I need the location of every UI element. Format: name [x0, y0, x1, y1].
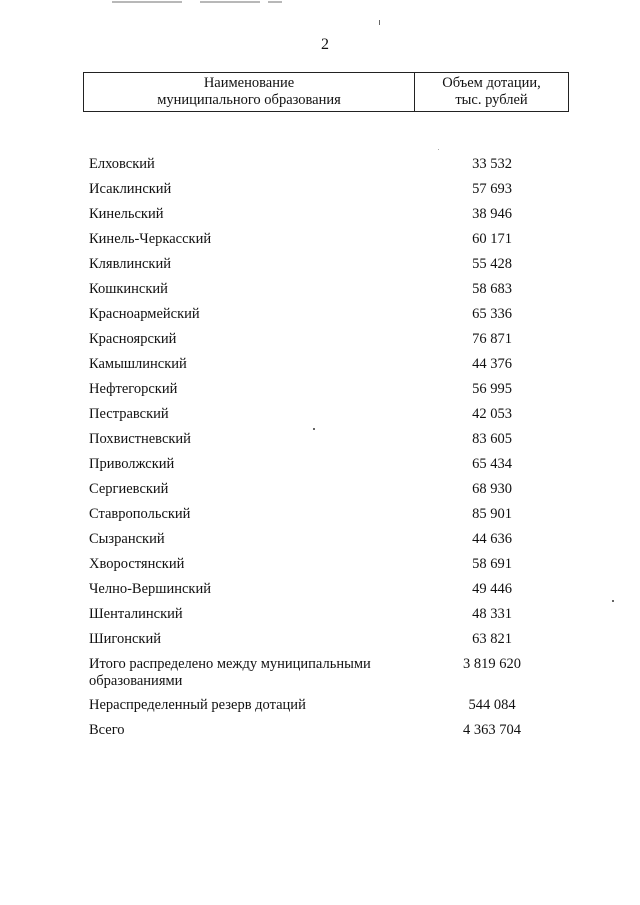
- table-row: [83, 256, 569, 273]
- table-row: [83, 697, 569, 714]
- municipality-name: Красноармейский: [89, 306, 200, 322]
- municipality-name: Клявлинский: [89, 256, 171, 272]
- subsidy-amount: 4 363 704: [463, 722, 521, 738]
- table-row: [83, 722, 569, 739]
- table-row: [83, 181, 569, 198]
- table-header: [83, 72, 569, 112]
- subsidy-amount: 48 331: [472, 606, 512, 622]
- subsidy-amount: 65 336: [472, 306, 512, 322]
- municipality-name: Пестравский: [89, 406, 169, 422]
- municipality-name: Сызранский: [89, 531, 165, 547]
- municipality-name: Красноярский: [89, 331, 177, 347]
- table-row: [83, 531, 569, 548]
- municipality-name: Нефтегорский: [89, 381, 178, 397]
- municipality-name: Приволжский: [89, 456, 175, 472]
- municipality-name: Сергиевский: [89, 481, 169, 497]
- subsidy-amount: 68 930: [472, 481, 512, 497]
- subsidy-amount: 76 871: [472, 331, 512, 347]
- municipality-name: Челно-Вершинский: [89, 581, 211, 597]
- subsidy-amount: 38 946: [472, 206, 512, 222]
- municipality-name: Нераспределенный резерв дотаций: [89, 697, 306, 713]
- municipality-name: Елховский: [89, 156, 155, 172]
- subsidy-amount: 56 995: [472, 381, 512, 397]
- municipality-name: Кинель-Черкасский: [89, 231, 212, 247]
- scan-dash: [112, 1, 182, 3]
- subsidy-amount: 44 376: [472, 356, 512, 372]
- subsidy-amount: 83 605: [472, 431, 512, 447]
- table-row: [83, 431, 569, 448]
- municipality-name: Всего: [89, 722, 125, 738]
- scan-dash: [200, 1, 260, 3]
- table-row: [83, 231, 569, 248]
- subsidy-amount: 49 446: [472, 581, 512, 597]
- subsidy-amount: 65 434: [472, 456, 512, 472]
- municipality-name: Камышлинский: [89, 356, 187, 372]
- municipality-name: Шенталинский: [89, 606, 183, 622]
- table-row: [83, 506, 569, 523]
- table-row: [83, 456, 569, 473]
- scan-speck: [438, 149, 439, 150]
- municipality-name: Похвистневский: [89, 431, 191, 447]
- subsidy-amount: 85 901: [472, 506, 512, 522]
- page-number: 2: [321, 36, 329, 53]
- header-name-column: Наименование муниципального образования: [84, 73, 415, 111]
- municipality-name: Ставропольский: [89, 506, 191, 522]
- subsidy-amount: 57 693: [472, 181, 512, 197]
- header-value-column: Объем дотации, тыс. рублей: [442, 75, 541, 108]
- subsidy-amount: 58 683: [472, 281, 512, 297]
- table-row: [83, 406, 569, 423]
- table-row: [83, 331, 569, 348]
- subsidy-table: [83, 72, 569, 738]
- table-row: [83, 656, 569, 690]
- table-row: [83, 581, 569, 598]
- table-row: [83, 481, 569, 498]
- table-row: [83, 606, 569, 623]
- subsidy-amount: 58 691: [472, 556, 512, 572]
- municipality-name: Шигонский: [89, 631, 161, 647]
- table-row: [83, 281, 569, 298]
- subsidy-amount: 60 171: [472, 231, 512, 247]
- municipality-name: Кошкинский: [89, 281, 168, 297]
- subsidy-amount: 55 428: [472, 256, 512, 272]
- municipality-name: Кинельский: [89, 206, 164, 222]
- table-row: [83, 206, 569, 223]
- subsidy-amount: 544 084: [468, 697, 516, 713]
- scan-artifact-top: [0, 0, 640, 6]
- table-row: [83, 306, 569, 323]
- municipality-name: Хворостянский: [89, 556, 185, 572]
- scan-speck: [612, 600, 614, 602]
- subsidy-amount: 3 819 620: [463, 656, 521, 672]
- table-row: [83, 631, 569, 648]
- table-row: [83, 356, 569, 373]
- scan-speck: [313, 428, 315, 430]
- subsidy-amount: 42 053: [472, 406, 512, 422]
- table-row: [83, 381, 569, 398]
- municipality-name: Исаклинский: [89, 181, 172, 197]
- subsidy-amount: 33 532: [472, 156, 512, 172]
- table-row: [83, 156, 569, 173]
- table-row: [83, 556, 569, 573]
- subsidy-amount: 63 821: [472, 631, 512, 647]
- scan-dash: [268, 1, 282, 3]
- subsidy-amount: 44 636: [472, 531, 512, 547]
- scan-speck: [379, 20, 380, 25]
- municipality-name: Итого распределено между муниципальными образованиями: [89, 656, 371, 689]
